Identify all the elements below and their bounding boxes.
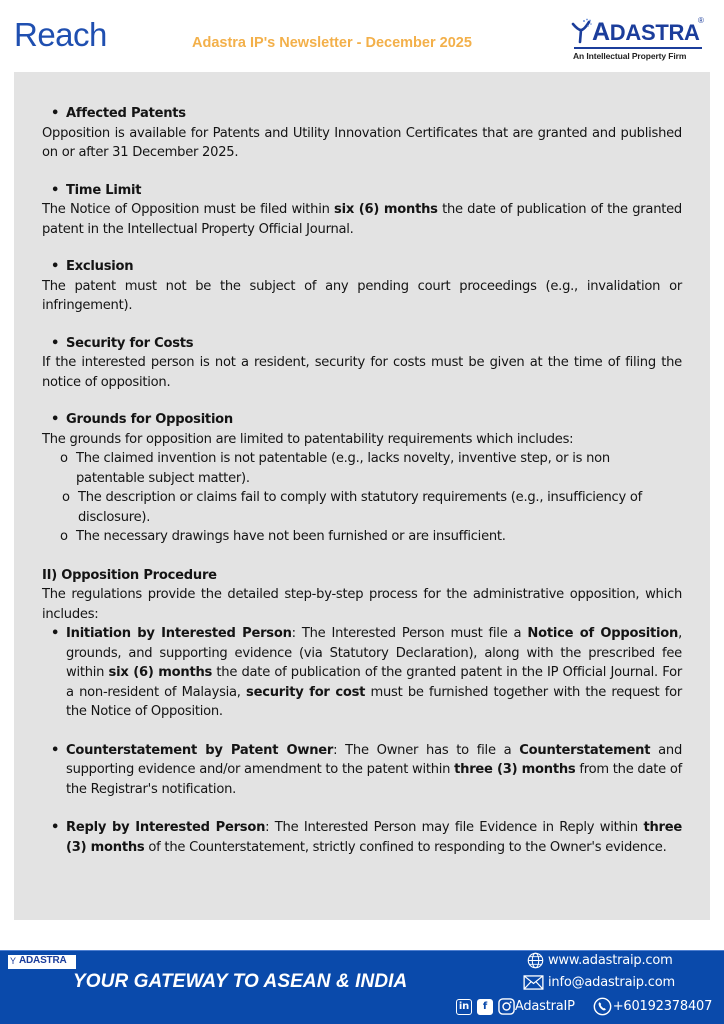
registered-mark: ® <box>698 16 704 25</box>
section-security-for-costs <box>42 334 682 393</box>
list-item: o The description or claims fail to comply with statutory requirements (e.g., insufficiency of disclosure). <box>62 490 643 525</box>
section-text: Opposition is available for Patents and Utility Innovation Certificates that are granted and published on or after 31 December 2025. <box>42 125 682 160</box>
section-text: The Notice of Opposition must be filed within six (6) months the date of publication of the granted patent in the Intellectual Property Official Journal. <box>42 202 682 237</box>
section-heading: • Time Limit <box>42 181 682 201</box>
logo-wordmark: ADASTRA <box>592 18 700 46</box>
newsletter-title: Adastra IP's Newsletter - December 2025 <box>192 35 472 51</box>
instagram-icon[interactable] <box>498 998 515 1015</box>
section-heading: • Exclusion <box>42 257 682 277</box>
section-exclusion <box>42 257 682 316</box>
section-time-limit <box>42 181 682 240</box>
phone-icon <box>593 997 612 1016</box>
section-heading: • Security for Costs <box>42 334 682 354</box>
section-heading: • Affected Patents <box>42 104 682 124</box>
section-opposition-procedure <box>42 566 682 858</box>
star-figure-icon: Y <box>10 956 17 966</box>
section-grounds-for-opposition <box>42 410 682 547</box>
list-item: o The claimed invention is not patentable (e.g., lacks novelty, inventive step, or is non patentable subject matter). <box>60 451 610 486</box>
list-item: o The necessary drawings have not been furnished or are insufficient. <box>60 529 506 544</box>
facebook-icon[interactable]: f <box>477 999 493 1015</box>
linkedin-icon[interactable]: in <box>456 999 472 1015</box>
star-figure-icon <box>570 18 594 46</box>
website-link[interactable]: www.adastraip.com <box>527 952 673 969</box>
social-handle[interactable]: AdastraIP <box>514 999 575 1014</box>
section-affected-patents <box>42 104 682 163</box>
email-link[interactable]: info@adastraip.com <box>523 975 675 990</box>
content-panel <box>14 72 710 920</box>
logo-underline <box>574 47 702 49</box>
section-text: If the interested person is not a resident, security for costs must be given at the time of filing the notice of opposition. <box>42 355 682 390</box>
section-heading: • Grounds for Opposition <box>42 410 682 430</box>
section-text: The regulations provide the detailed step-by-step process for the administrative opposition, which includes: <box>42 587 682 622</box>
globe-icon <box>527 952 544 969</box>
procedure-step: • Reply by Interested Person: The Interested Person may file Evidence in Reply within three (3) months of the Counterstatement, strictly confined to responding to the Owner's evidence. <box>42 818 682 857</box>
section-heading: II) Opposition Procedure <box>42 567 217 583</box>
logo-tagline: An Intellectual Property Firm <box>573 51 687 61</box>
phone-number[interactable]: +60192378407 <box>612 999 713 1014</box>
procedure-step: • Counterstatement by Patent Owner: The Owner has to file a Counterstatement and supporting evidence and/or amendment to the patent within three (3) months from the date of the Registrar's notification. <box>42 741 682 800</box>
section-text: The grounds for opposition are limited to patentability requirements which includes: <box>42 431 574 447</box>
page-footer <box>0 950 724 1024</box>
brand-title: Reach <box>14 16 107 53</box>
article-body <box>42 104 682 876</box>
footer-tagline: YOUR GATEWAY TO ASEAN & INDIA <box>73 971 408 992</box>
social-links <box>456 997 712 1016</box>
adastra-logo[interactable] <box>570 16 710 64</box>
section-text: The patent must not be the subject of any pending court proceedings (e.g., invalidation or infringement). <box>42 278 682 313</box>
mail-icon <box>523 975 544 990</box>
procedure-step: • Initiation by Interested Person: The Interested Person must file a Notice of Opposition, grounds, and supporting evidence (via Statutory Declaration), along with the prescribed fee within six (6) months the date of publication of the granted patent in the IP Official Journal. For a non-resident of Malaysia, security for cost must be furnished together with the request for the Notice of Opposition. <box>42 624 682 722</box>
footer-logo[interactable]: Y ADASTRA <box>8 955 76 969</box>
page-header <box>0 0 724 72</box>
